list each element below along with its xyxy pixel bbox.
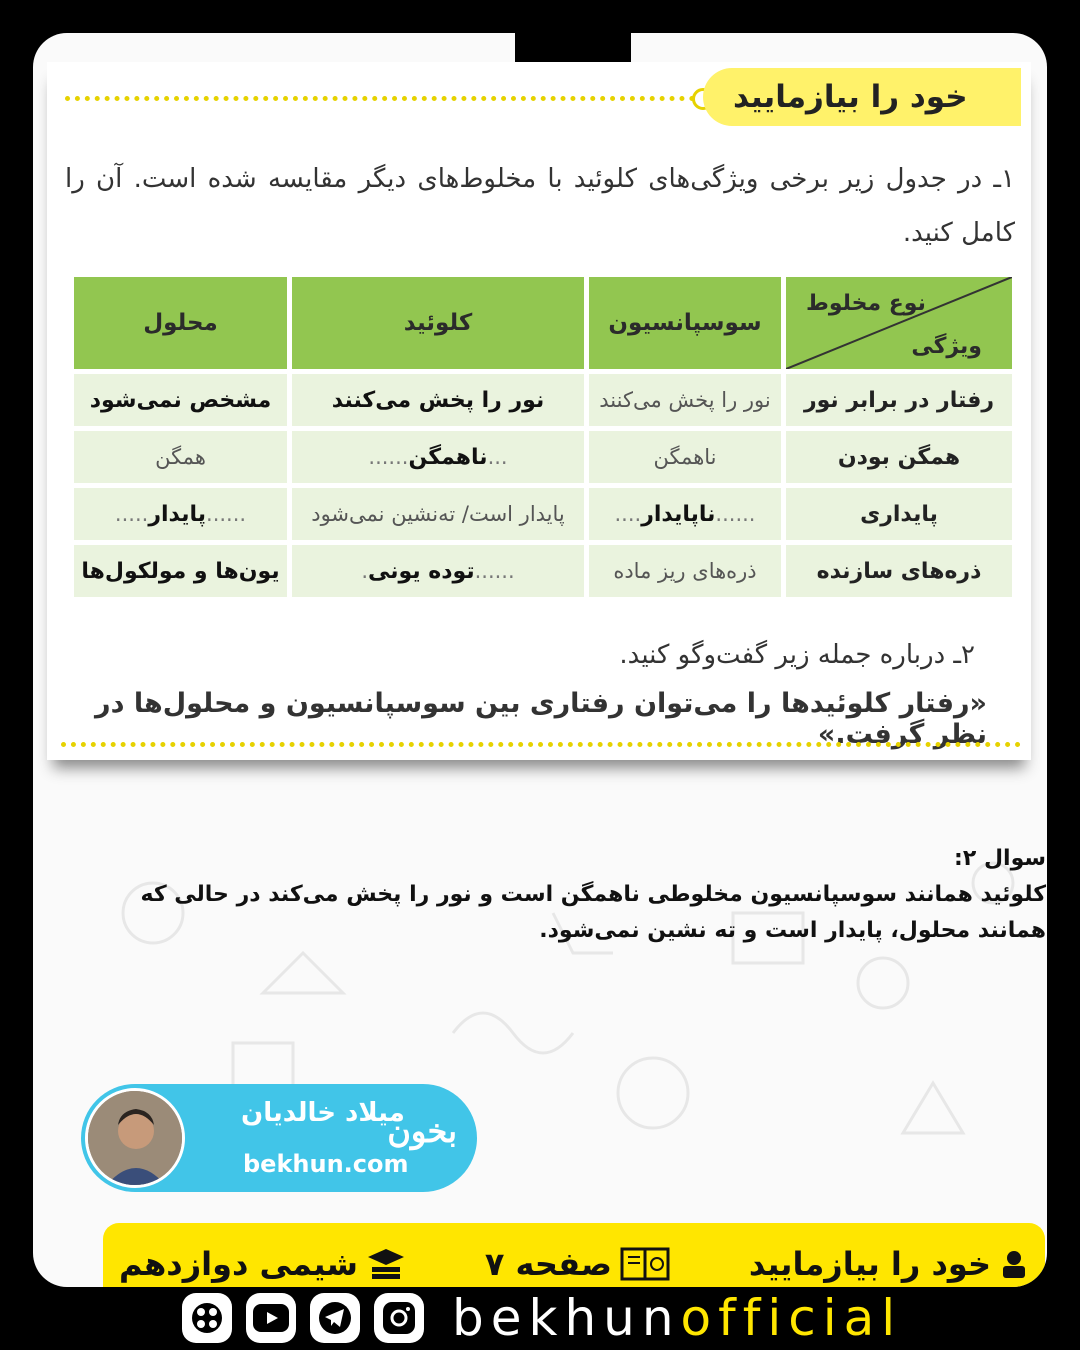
cell-answer: توده یونی — [368, 558, 475, 584]
blank-dots: ..... — [114, 501, 149, 526]
table-cell — [74, 374, 287, 426]
footer-book-label: شیمی دوازدهم — [119, 1245, 358, 1283]
footer-book — [119, 1245, 406, 1283]
table-header-row — [74, 277, 1012, 369]
blank-dots: .... — [614, 501, 642, 526]
table-cell — [74, 545, 287, 597]
row-label: پایداری — [786, 488, 1012, 540]
table-row — [74, 545, 1012, 597]
telegram-icon[interactable] — [310, 1293, 360, 1343]
table-corner — [786, 277, 1012, 369]
footer-page-label: صفحه ۷ — [484, 1245, 612, 1283]
table-cell — [589, 545, 781, 597]
header-suspension: سوسپانسیون — [589, 277, 781, 369]
table-cell — [292, 431, 584, 483]
book-icon — [620, 1247, 670, 1281]
table-cell — [292, 545, 584, 597]
teacher-site[interactable]: bekhun.com — [243, 1150, 409, 1178]
teacher-avatar — [85, 1088, 185, 1188]
corner-top: نوع مخلوط — [806, 291, 926, 316]
graduation-cap-icon — [366, 1247, 406, 1281]
teacher-badge[interactable] — [81, 1084, 477, 1192]
instagram-icon[interactable] — [374, 1293, 424, 1343]
table-cell — [292, 374, 584, 426]
aparat-icon[interactable] — [182, 1293, 232, 1343]
dotted-rule-top — [65, 96, 695, 101]
section-title-box — [703, 68, 1021, 126]
row-label: رفتار در برابر نور — [786, 374, 1012, 426]
teacher-name: میلاد خالدیان — [241, 1098, 405, 1128]
table-cell — [292, 488, 584, 540]
footer-section — [749, 1245, 1029, 1283]
header-colloid: کلوئید — [292, 277, 584, 369]
blank-dots: ...... — [206, 501, 247, 526]
cell-text: پایدار است/ ته‌نشین نمی‌شود — [311, 502, 565, 526]
answer-block — [71, 841, 1046, 949]
cell-text: نور را پخش می‌کنند — [599, 388, 771, 412]
table-cell — [589, 374, 781, 426]
blank-dots: ... — [487, 444, 508, 469]
teacher-icon — [999, 1249, 1029, 1279]
cell-text: همگن — [155, 445, 206, 469]
corner-bottom: ویژگی — [911, 334, 982, 359]
cell-text: ذره‌های ریز ماده — [613, 559, 757, 583]
table-cell — [589, 431, 781, 483]
youtube-icon[interactable] — [246, 1293, 296, 1343]
footer-page — [485, 1245, 670, 1283]
table-row — [74, 431, 1012, 483]
cell-answer: ناهمگن — [408, 444, 488, 470]
comparison-table — [69, 272, 1017, 602]
table-row — [74, 374, 1012, 426]
question-1: ۱ـ در جدول زیر برخی ویژگی‌های کلوئید با مخلوط‌های دیگر مقایسه شده است. آن را کامل کنید. — [65, 164, 1015, 248]
answer-heading: سوال ۲: — [954, 846, 1046, 871]
cell-text: ناهمگن — [653, 445, 717, 469]
textbook-page — [47, 62, 1031, 760]
question-2: ۲ـ درباره جمله زیر گفت‌وگو کنید. — [619, 640, 975, 670]
cell-answer: پایدار — [148, 501, 207, 527]
table-cell — [74, 488, 287, 540]
footer-section-label: خود را بیازمایید — [748, 1245, 991, 1283]
header-solution: محلول — [74, 277, 287, 369]
social-bar — [182, 1290, 902, 1346]
teacher-logo: بخون — [387, 1112, 457, 1150]
cell-answer: یون‌ها و مولکول‌ها — [81, 558, 280, 584]
blank-dots: ...... — [368, 444, 409, 469]
row-label: همگن بودن — [786, 431, 1012, 483]
brand-wordmark — [452, 1289, 902, 1347]
dotted-rule-bottom — [61, 742, 1021, 747]
cell-answer: ناپایدار — [641, 501, 716, 527]
row-label: ذره‌های سازنده — [786, 545, 1012, 597]
brand-part-2: official — [680, 1289, 903, 1347]
blank-dots: ...... — [474, 558, 515, 583]
quote: «رفتار کلوئیدها را می‌توان رفتاری بین سوسپانسیون و محلول‌ها در نظر گرفت.» — [95, 688, 987, 750]
footer-bar — [103, 1223, 1045, 1287]
blank-dots: . — [361, 558, 369, 583]
table-cell — [74, 431, 287, 483]
table-row — [74, 488, 1012, 540]
answer-text: کلوئید همانند سوسپانسیون مخلوطی ناهمگن است و نور را پخش می‌کند در حالی که همانند محلول، پایدار است و ته نشین نمی‌شود. — [140, 882, 1046, 943]
cell-answer: نور را پخش می‌کنند — [331, 387, 545, 413]
blank-dots: ...... — [715, 501, 756, 526]
section-title: خود را بیازمایید — [733, 79, 968, 115]
brand-part-1: bekhun — [452, 1289, 681, 1347]
cell-answer: مشخص نمی‌شود — [89, 387, 272, 413]
table-cell — [589, 488, 781, 540]
